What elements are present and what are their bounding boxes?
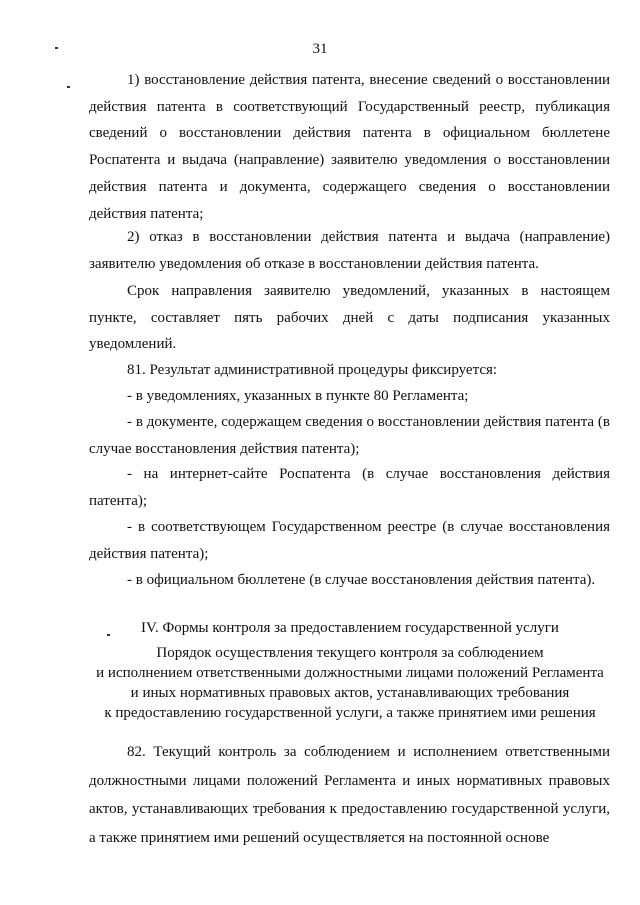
paragraph-82: 82. Текущий контроль за соблюдением и исполнением ответственными должностными лицами положений Регламента и иных нормативных правовых актов, устанавливающих требования к предоставлению государственной услуги, а также принятием ими решений осуществляется на постоянной основе: [89, 744, 610, 846]
subheading-line: к предоставлению государственной услуги, а также принятием ими решения: [104, 705, 596, 721]
list-item-notices: - в уведомлениях, указанных в пункте 80 Регламента;: [127, 388, 469, 404]
paragraph-term: Срок направления заявителю уведомлений, указанных в настоящем пункте, составляет пять рабочих дней с даты подписания указанных уведомлений.: [89, 283, 610, 353]
subheading-line: и исполнением ответственными должностными лицами положений Регламента: [96, 665, 604, 681]
list-item-registry: - в соответствующем Государственном реестре (в случае восстановления действия патента);: [89, 519, 610, 562]
paragraph-81: 81. Результат административной процедуры фиксируется:: [127, 362, 498, 378]
paragraph-refusal: 2) отказ в восстановлении действия патента и выдача (направление) заявителю уведомления об отказе в восстановлении действия патента.: [89, 229, 610, 272]
section-heading: IV. Формы контроля за предоставлением государственной услуги: [141, 620, 559, 636]
paragraph-restoration: 1) восстановление действия патента, внесение сведений о восстановлении действия патента в соответствующий Государственный реестр, публикация сведений о восстановлении действия патента в официальном бюллетене Роспатента и выдача (направление) заявителю уведомления о восстановлении действия патента и документа, содержащего сведения о восстановлении действия патента;: [89, 72, 610, 222]
page-number: 31: [312, 41, 328, 57]
list-item-document: - в документе, содержащем сведения о восстановлении действия патента (в случае восстановления действия патента);: [89, 414, 610, 457]
subheading-line: Порядок осуществления текущего контроля за соблюдением: [156, 645, 544, 661]
list-item-bulletin: - в официальном бюллетене (в случае восстановления действия патента).: [127, 572, 596, 588]
scan-mark: [67, 86, 70, 88]
list-item-website: - на интернет-сайте Роспатента (в случае восстановления действия патента);: [89, 466, 610, 509]
subheading-line: и иных нормативных правовых актов, устанавливающих требования: [130, 685, 570, 701]
